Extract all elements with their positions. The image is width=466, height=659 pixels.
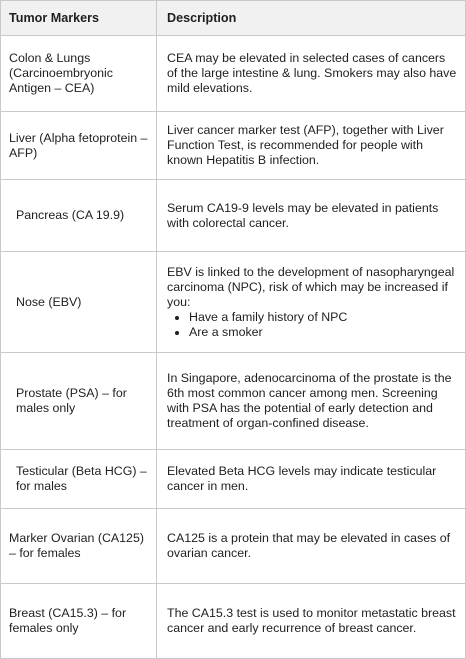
marker-cell — [1, 353, 156, 449]
description-text: Serum CA19-9 levels may be elevated in patients with colorectal cancer. — [167, 200, 439, 230]
description-text: Elevated Beta HCG levels may indicate testicular cancer in men. — [167, 464, 437, 493]
description-cell — [156, 112, 465, 179]
risk-factor-list — [167, 310, 459, 340]
table-row — [1, 509, 465, 584]
marker-name: Colon & Lungs (Carcinoembryonic Antigen – CEA) — [9, 51, 113, 95]
marker-cell — [1, 584, 156, 658]
table-row — [1, 112, 465, 180]
marker-name: Pancreas (CA 19.9) — [16, 208, 125, 222]
description-text: CEA may be elevated in selected cases of cancers of the large intestine & lung. Smokers may also have mild elevations. — [167, 51, 457, 95]
marker-cell — [1, 252, 156, 352]
header-tumor-markers: Tumor Markers — [9, 10, 100, 25]
table-header-row — [1, 1, 465, 36]
description-text: Liver cancer marker test (AFP), together with Liver Function Test, is recommended for people with known Hepatitis B infection. — [167, 123, 444, 167]
marker-name: Liver (Alpha fetoprotein – AFP) — [9, 130, 148, 160]
description-cell — [156, 584, 465, 658]
marker-cell — [1, 36, 156, 111]
marker-name: Breast (CA15.3) – for females only — [9, 606, 127, 635]
table-row — [1, 584, 465, 658]
description-cell — [156, 252, 465, 352]
table-row — [1, 450, 465, 509]
description-text: In Singapore, adenocarcinoma of the prostate is the 6th most common cancer among men. Screening with PSA has the potential of early detection and treatment of organ-confined disease. — [167, 371, 452, 430]
table-row — [1, 252, 465, 353]
marker-name: Marker Ovarian (CA125) – for females — [9, 531, 144, 560]
marker-cell — [1, 180, 156, 251]
table-row — [1, 180, 465, 252]
description-cell — [156, 36, 465, 111]
description-cell — [156, 180, 465, 251]
description-text: The CA15.3 test is used to monitor metastatic breast cancer and early recurrence of breast cancer. — [167, 606, 456, 635]
marker-name: Nose (EBV) — [16, 294, 82, 309]
marker-cell — [1, 509, 156, 583]
marker-name: Testicular (Beta HCG) – for males — [16, 464, 147, 493]
list-item: • Are a smoker — [189, 325, 459, 340]
marker-name: Prostate (PSA) – for males only — [16, 386, 127, 415]
description-text: CA125 is a protein that may be elevated in cases of ovarian cancer. — [167, 531, 451, 560]
marker-cell — [1, 450, 156, 508]
table-row — [1, 36, 465, 112]
description-cell — [156, 509, 465, 583]
header-description: Description — [156, 1, 465, 35]
list-item: • Have a family history of NPC — [189, 310, 459, 325]
description-cell — [156, 450, 465, 508]
marker-cell — [1, 112, 156, 179]
table-row — [1, 353, 465, 450]
description-cell — [156, 353, 465, 449]
description-text: EBV is linked to the development of nasopharyngeal carcinoma (NPC), risk of which may be increased if you: — [167, 264, 455, 309]
